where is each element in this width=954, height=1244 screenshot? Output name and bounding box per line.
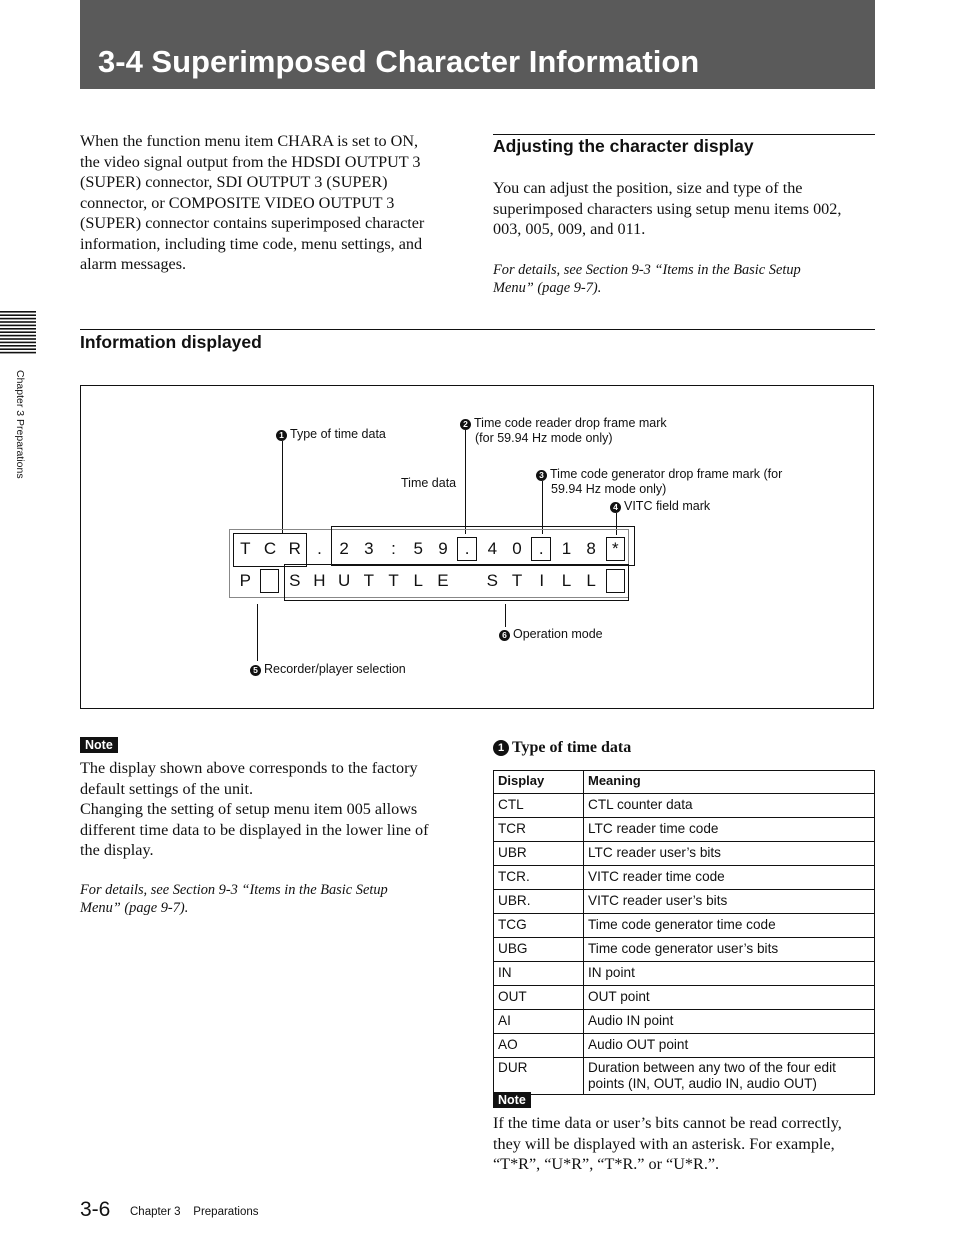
adjusting-reference	[493, 261, 875, 297]
meaning-cell: LTC reader user’s bits	[584, 842, 875, 866]
label-vitc-field-mark: 4 VITC field mark	[610, 499, 710, 514]
leader-line	[282, 441, 283, 534]
display-code-cell: OUT	[494, 986, 584, 1010]
page-title: 3-4 Superimposed Character Information	[98, 44, 700, 79]
intro-line: the video signal output from the HDSDI OUTPUT 3	[80, 152, 421, 171]
display-character-cell: 9	[438, 539, 448, 558]
intro-line: information, including time code, menu settings, and	[80, 234, 423, 253]
intro-line: alarm messages.	[80, 255, 187, 273]
display-character-cell: T	[388, 571, 399, 590]
display-character-cell: L	[413, 571, 423, 590]
display-character-cell: R	[288, 539, 301, 558]
note-badge: Note	[80, 737, 118, 753]
display-character-cell: T	[240, 539, 251, 558]
callout-number-icon: 1	[276, 430, 287, 441]
meaning-cell: CTL counter data	[584, 794, 875, 818]
intro-line: (SUPER) connector contains superimposed character	[80, 214, 425, 232]
meaning-cell: OUT point	[584, 986, 875, 1010]
display-character-cell: 8	[586, 539, 596, 558]
callout-number-icon: 1	[493, 740, 509, 756]
display-code-cell: AI	[494, 1010, 584, 1034]
callout-number-icon: 5	[250, 665, 261, 676]
intro-line: connector, or COMPOSITE VIDEO OUTPUT 3	[80, 193, 395, 212]
display-character-cell: 3	[364, 539, 374, 558]
meaning-cell: Audio IN point	[584, 1010, 875, 1034]
display-code-cell: UBR	[494, 842, 584, 866]
note-2-text: If the time data or user’s bits cannot be read correctly, they will be displayed with an asterisk. For example, “T*R”, “U*R”, “T*R.” or “U*R.”.	[493, 1114, 842, 1173]
table-row	[494, 962, 875, 986]
callout-number-icon: 4	[610, 502, 621, 513]
note-1	[80, 736, 118, 754]
table-row	[494, 890, 875, 914]
label-tc-reader-drop-frame: 2 Time code reader drop frame mark (for 59.94 Hz mode only)	[460, 416, 667, 445]
label-recorder-player-selection: 5 Recorder/player selection	[250, 662, 406, 677]
meaning-cell: LTC reader time code	[584, 818, 875, 842]
display-character-cell: 1	[561, 539, 572, 558]
meaning-cell: VITC reader time code	[584, 866, 875, 890]
footer-chapter: Chapter 3 Preparations	[130, 1206, 259, 1218]
intro-paragraph	[80, 131, 470, 275]
display-character-cell: C	[263, 539, 277, 558]
callout-number-icon: 3	[536, 470, 547, 481]
leader-line	[505, 604, 506, 627]
display-character-cell: T	[363, 571, 375, 590]
table-row: DUR Duration between any two of the four edit points (IN, OUT, audio IN, audio OUT)	[494, 1058, 875, 1095]
table-row	[494, 1034, 875, 1058]
display-character-cell: I	[539, 571, 545, 590]
display-character-cell: U	[338, 571, 351, 590]
column-header: Meaning	[584, 771, 875, 794]
meaning-cell: IN point	[584, 962, 875, 986]
display-code-cell: UBR.	[494, 890, 584, 914]
reference-line: For details, see Section 9-3 “Items in the Basic Setup	[493, 262, 801, 278]
display-character-cell	[260, 569, 280, 593]
type-of-time-data-heading: 1 Type of time data	[493, 739, 631, 757]
display-character-cell: H	[313, 571, 326, 590]
adjusting-heading: Adjusting the character display	[493, 136, 754, 156]
table-row	[494, 938, 875, 962]
display-code-cell: AO	[494, 1034, 584, 1058]
display-character-cell	[455, 567, 480, 595]
display-character-cell: .	[457, 537, 477, 561]
display-character-cell	[606, 569, 626, 593]
adjusting-line: You can adjust the position, size and type of the	[493, 179, 803, 197]
callout-number-icon: 2	[460, 419, 471, 430]
display-character-cell: P	[239, 571, 252, 590]
section-rule	[493, 134, 875, 135]
meaning-cell: Time code generator time code	[584, 914, 875, 938]
chapter-tab-stripes	[0, 311, 36, 355]
note-1-reference: For details, see Section 9-3 “Items in the Basic Setup Menu” (page 9-7).	[80, 882, 388, 916]
label-operation-mode: 6 Operation mode	[499, 627, 603, 642]
table-row	[494, 818, 875, 842]
intro-line: When the function menu item CHARA is set to ON,	[80, 132, 419, 150]
table-header-row	[494, 771, 875, 794]
intro-line: (SUPER) connector, SDI OUTPUT 3 (SUPER)	[80, 173, 388, 191]
character-display-diagram	[80, 385, 874, 709]
table-row	[494, 914, 875, 938]
table-row	[494, 794, 875, 818]
note-1-text: The display shown above corresponds to the factory default settings of the unit. Changing the setting of setup menu item 005 allows different time data to be displayed in the lower line of the display.	[80, 759, 429, 859]
column-header: Display	[494, 771, 584, 794]
display-code-cell: IN	[494, 962, 584, 986]
label-time-data: Time data	[401, 476, 457, 490]
display-character-cell: *	[606, 537, 626, 561]
adjusting-paragraph	[493, 178, 875, 240]
leader-line	[465, 430, 466, 534]
leader-line	[257, 604, 258, 661]
display-character-cell: S	[486, 571, 499, 590]
display-character-cell: T	[511, 571, 523, 590]
reference-line: Menu” (page 9-7).	[493, 280, 602, 296]
display-character-cell: S	[289, 571, 301, 590]
display-code-cell: CTL	[494, 794, 584, 818]
page-header-bar	[80, 0, 875, 89]
label-tc-generator-drop-frame: 3 Time code generator drop frame mark (for 59.94 Hz mode only)	[536, 467, 782, 496]
display-code-cell: UBG	[494, 938, 584, 962]
page-number: 3-6	[80, 1198, 111, 1221]
display-character-cell: :	[391, 539, 396, 558]
display-character-cell: L	[586, 571, 596, 590]
display-code-cell: TCR	[494, 818, 584, 842]
display-character-cell: E	[437, 571, 449, 590]
display-character-cell: 2	[339, 539, 349, 558]
display-character-cell: .	[531, 537, 551, 561]
meaning-cell: VITC reader user’s bits	[584, 890, 875, 914]
callout-number-icon: 6	[499, 630, 510, 641]
meaning-cell: Time code generator user’s bits	[584, 938, 875, 962]
display-character-cell: 0	[512, 539, 522, 558]
display-code-cell: TCG	[494, 914, 584, 938]
display-character-cell: 4	[487, 539, 498, 558]
display-code-cell: TCR.	[494, 866, 584, 890]
note-2	[493, 1091, 531, 1109]
section-rule	[80, 329, 875, 330]
adjusting-line: 003, 005, 009, and 011.	[493, 220, 646, 238]
display-character-cell: .	[317, 539, 322, 558]
adjusting-line: superimposed characters using setup menu items 002,	[493, 199, 842, 218]
display-character-cell: 5	[413, 539, 423, 558]
info-displayed-heading: Information displayed	[80, 332, 262, 352]
meaning-cell: Audio OUT point	[584, 1034, 875, 1058]
type-of-time-data-table	[493, 770, 875, 1095]
label-type-of-time-data: 1 Type of time data	[276, 427, 386, 442]
table-row	[494, 866, 875, 890]
display-character-cell: L	[561, 571, 572, 590]
table-row	[494, 986, 875, 1010]
table-row	[494, 1010, 875, 1034]
note-badge: Note	[493, 1092, 531, 1108]
table-row	[494, 842, 875, 866]
chapter-tab-label: Chapter 3 Preparations	[14, 370, 26, 479]
